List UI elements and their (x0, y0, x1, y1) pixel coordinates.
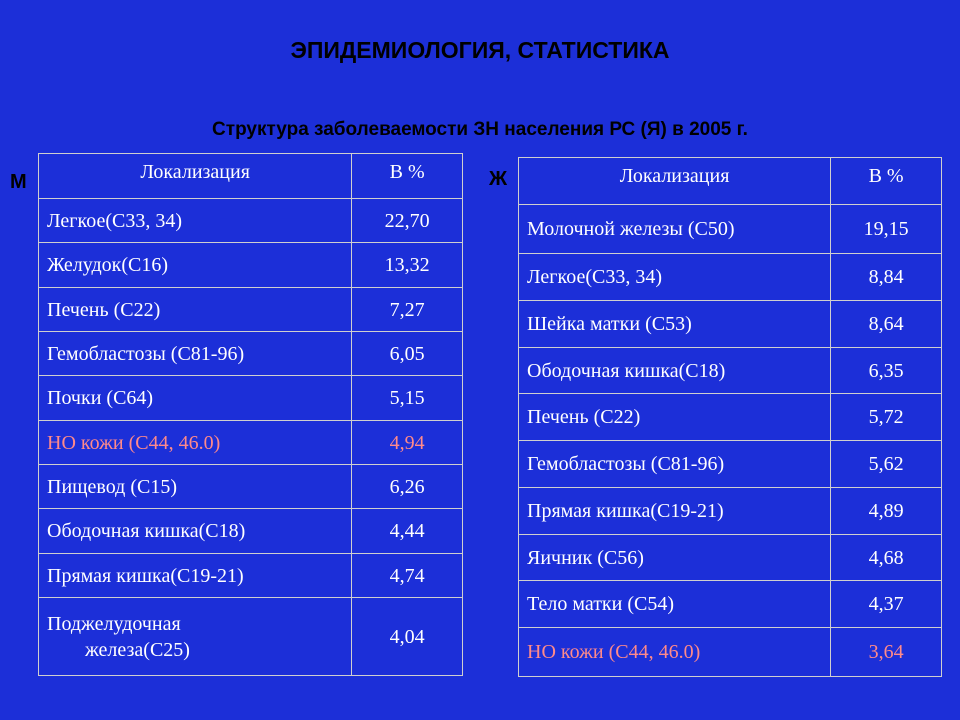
table-row (39, 243, 463, 288)
row-localization: Молочной железы (С50) (519, 205, 831, 254)
row-localization: Ободочная кишка(С18) (39, 509, 352, 554)
male-label: М (10, 171, 27, 193)
table-row (519, 394, 942, 441)
table-header-row (519, 158, 942, 205)
row-localization: Легкое(С33, 34) (39, 199, 352, 243)
table-row (519, 348, 942, 394)
table-row (519, 301, 942, 348)
table-row (39, 421, 463, 465)
table-row (519, 488, 942, 535)
row-percent: 13,32 (352, 243, 463, 288)
table-row (519, 254, 942, 301)
row-localization: Печень (С22) (519, 394, 831, 441)
table-header-row (39, 154, 463, 199)
row-percent: 19,15 (831, 205, 942, 254)
header-localization: Локализация (39, 154, 352, 199)
row-localization: Шейка матки (С53) (519, 301, 831, 348)
row-percent: 8,64 (831, 301, 942, 348)
row-localization: Желудок(С16) (39, 243, 352, 288)
header-percent: В % (831, 158, 942, 205)
row-localization: Печень (С22) (39, 288, 352, 332)
table-row (519, 535, 942, 581)
row-percent: 5,62 (831, 441, 942, 488)
row-percent: 5,15 (352, 376, 463, 421)
table-row (39, 376, 463, 421)
row-percent: 4,74 (352, 554, 463, 598)
row-localization: Прямая кишка(С19-21) (39, 554, 352, 598)
table-row (39, 509, 463, 554)
row-localization: Почки (С64) (39, 376, 352, 421)
table-row (519, 628, 942, 677)
table-row (39, 465, 463, 509)
row-percent: 4,94 (352, 421, 463, 465)
table-row (519, 205, 942, 254)
table-row (39, 332, 463, 376)
row-percent: 4,89 (831, 488, 942, 535)
row-localization: Прямая кишка(С19-21) (519, 488, 831, 535)
table-row (39, 554, 463, 598)
row-percent: 22,70 (352, 199, 463, 243)
row-localization: НО кожи (С44, 46.0) (519, 628, 831, 677)
row-localization: Яичник (С56) (519, 535, 831, 581)
row-percent: 4,44 (352, 509, 463, 554)
row-percent: 3,64 (831, 628, 942, 677)
row-percent: 6,05 (352, 332, 463, 376)
table-row (39, 598, 463, 676)
row-localization: Гемобластозы (С81-96) (39, 332, 352, 376)
female-table (518, 157, 942, 677)
row-percent: 4,37 (831, 581, 942, 628)
row-localization-line2: железа(С25) (85, 638, 190, 661)
row-percent: 8,84 (831, 254, 942, 301)
row-localization: Гемобластозы (С81-96) (519, 441, 831, 488)
row-localization: НО кожи (С44, 46.0) (39, 421, 352, 465)
table-row (39, 288, 463, 332)
header-percent: В % (352, 154, 463, 199)
row-localization: Тело матки (С54) (519, 581, 831, 628)
male-table (38, 153, 463, 676)
page-title: ЭПИДЕМИОЛОГИЯ, СТАТИСТИКА (290, 37, 670, 63)
row-localization: Легкое(С33, 34) (519, 254, 831, 301)
table-row (519, 581, 942, 628)
row-percent: 4,68 (831, 535, 942, 581)
header-localization: Локализация (519, 158, 831, 205)
row-localization-line1: Поджелудочная (47, 612, 181, 635)
row-percent: 4,04 (352, 598, 463, 676)
table-row (39, 199, 463, 243)
table-row (519, 441, 942, 488)
row-localization: Ободочная кишка(С18) (519, 348, 831, 394)
female-label: Ж (489, 168, 508, 190)
row-localization: Пищевод (С15) (39, 465, 352, 509)
row-percent: 6,35 (831, 348, 942, 394)
row-localization (39, 598, 352, 676)
row-percent: 7,27 (352, 288, 463, 332)
page-subtitle: Структура заболеваемости ЗН населения РС (Я) в 2005 г. (212, 119, 748, 140)
row-percent: 5,72 (831, 394, 942, 441)
row-percent: 6,26 (352, 465, 463, 509)
